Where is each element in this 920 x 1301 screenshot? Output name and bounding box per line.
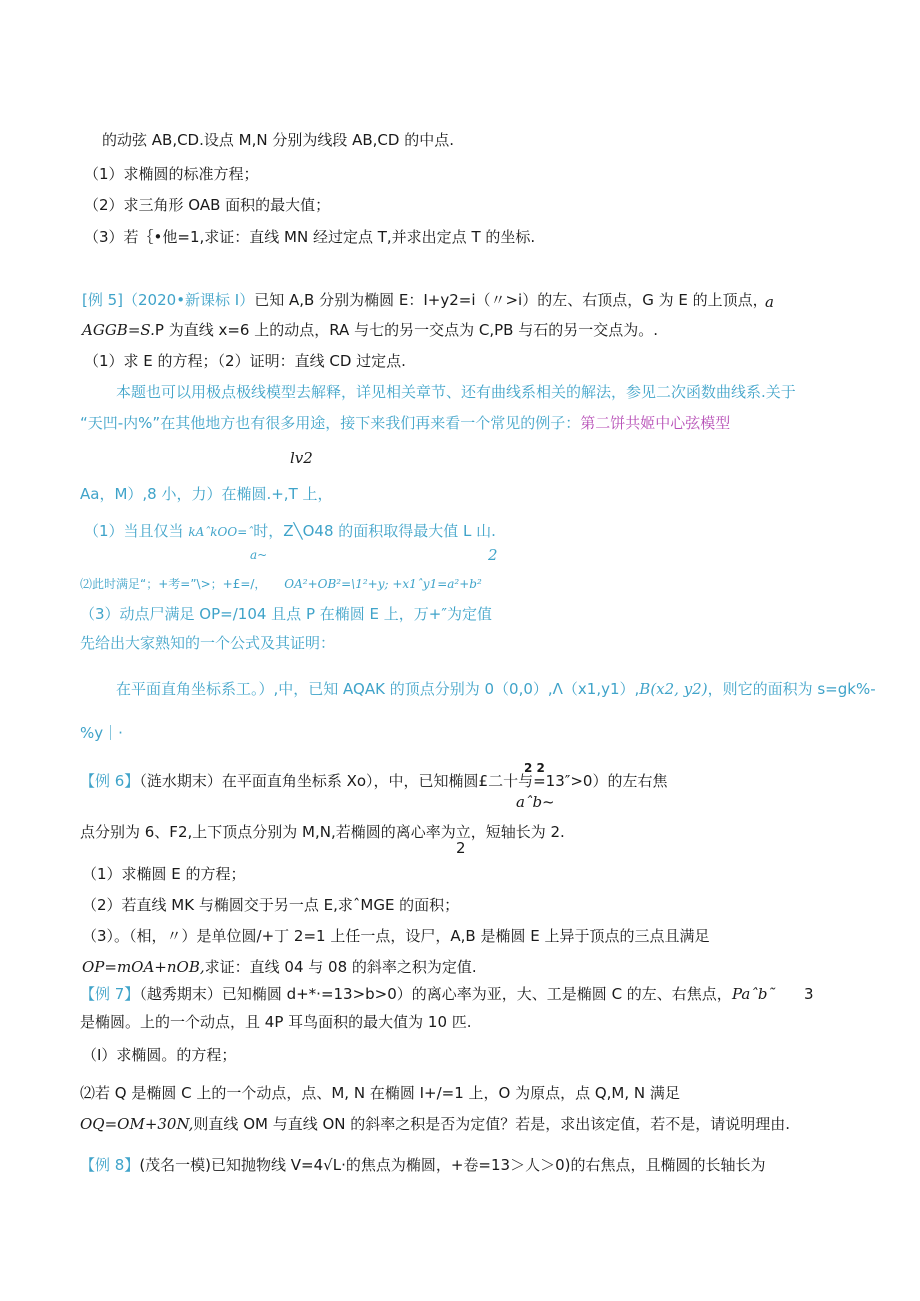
question-1: （1）求椭圆 E 的方程； (82, 865, 246, 883)
formula: OA²+OB²=\1²+y; +x1ˆy1=a²+b² (284, 577, 482, 591)
formula-fragment: lv2 (290, 449, 313, 467)
example-6-tag: 【例 6】 (80, 772, 140, 790)
example-6-line (80, 771, 667, 791)
formula: AGGB=S. (82, 321, 155, 339)
text-line: 的动弦 AB,CD.设点 M,N 分别为线段 AB,CD 的中点. (102, 131, 454, 149)
explanation-line: 本题也可以用极点极线模型去解释，详见相关章节、还有曲线系相关的解法，参见二次函数曲线系.关于 (116, 383, 796, 401)
formula-fragment: Paˆb˜ (732, 985, 775, 1003)
example-5-text: 已知 A,B 分别为椭圆 E：I+y2=i（〃>i）的左、右顶点，G 为 E 的上顶点， (254, 291, 768, 309)
formula: kAˆkOO=ˆ (188, 525, 254, 539)
text: (茂名一模)已知抛物线 V=4√L·的焦点为椭圆，+卷=13＞人＞0)的右焦点，且椭圆的长轴长为 (139, 1156, 766, 1174)
question-3: （3）。（相，〃）是单位圆/+丁 2=1 上任一点，设尸，A,B 是椭圆 E 上异于顶点的三点且满足 (82, 927, 710, 945)
question-2: （2）求三角形 OAB 面积的最大值； (84, 196, 331, 214)
formula: OQ=OM+30N, (80, 1115, 194, 1133)
formula-fragment: 2 (488, 546, 498, 564)
formula-fragment: 2 (456, 839, 466, 857)
text-line: 点分别为 6、F2,上下顶点分别为 M,N,若椭圆的离心率为立，短轴长为 2. (80, 823, 565, 841)
example-5-questions: （1）求 E 的方程；（2）证明：直线 CD 过定点. (84, 352, 406, 370)
explanation-line-2 (80, 413, 730, 433)
text-line (80, 574, 482, 594)
text: （越秀期末）已知椭圆 d+*·=13>b>0）的离心率为亚，大、工是椭圆 C 的左、右焦点， (139, 985, 732, 1003)
question-2: （2）若直线 MK 与椭圆交于另一点 E,求ˆMGE 的面积； (82, 896, 460, 914)
example-7-line (80, 984, 732, 1004)
formula-fragment: 3 (804, 985, 814, 1003)
text: 则直线 OM 与直线 ON 的斜率之积是否为定值？若是，求出该定值，若不是，请说明理由. (193, 1115, 791, 1133)
text-line (116, 679, 876, 699)
example-8-line (80, 1155, 765, 1175)
text: （1）当且仅当 (84, 522, 184, 540)
example-5-line (82, 290, 768, 310)
text: P 为直线 x=6 上的动点，RA 与七的另一交点为 C,PB 与石的另一交点为。. (154, 321, 658, 339)
text: 在平面直角坐标系工。）,中，已知 AQAK 的顶点分别为 0（0,0）,Λ（x1,y1）, (116, 680, 640, 698)
text-line (82, 957, 477, 977)
text: 求证：直线 04 与 08 的斜率之积为定值. (204, 958, 477, 976)
question-1: （I）求椭圆。的方程； (82, 1046, 237, 1064)
question-1: （1）求椭圆的标准方程； (84, 165, 259, 183)
text-line (84, 521, 496, 542)
example-5-line-2 (82, 320, 658, 340)
text: 时，Z╲O48 的面积取得最大值 L 山. (253, 522, 496, 540)
example-8-tag: 【例 8】 (80, 1156, 140, 1174)
formula-fragment: aˆb~ (516, 793, 555, 811)
text: “天凹-内%”在其他地方也有很多用途，接下来我们再来看一个常见的例子： (80, 414, 581, 432)
text-fragment: a (765, 293, 774, 311)
example-5-tag: [例 5]（2020•新课标 I） (82, 291, 255, 309)
text-line: Aa，M）,8 小，力）在椭圆.+,T 上， (80, 485, 333, 503)
formula: B(x2, y2) (639, 680, 708, 698)
example-7-tag: 【例 7】 (80, 985, 140, 1003)
question-3: （3）若｛•他=1,求证：直线 MN 经过定点 T,并求出定点 T 的坐标. (84, 228, 536, 246)
text-line: 是椭圆。上的一个动点，且 4P 耳鸟面积的最大值为 10 匹. (80, 1013, 472, 1031)
text-line: （3）动点尸满足 OP=/104 且点 P 在椭圆 E 上，万+″为定值 (80, 605, 492, 623)
formula-fragment: 2 2 (524, 761, 545, 775)
text-line (80, 1114, 790, 1134)
text-line: 先给出大家熟知的一个公式及其证明： (80, 634, 336, 652)
question-2: ⑵若 Q 是椭圆 C 上的一个动点，点、M, N 在椭圆 I+/=1 上，O 为原点，点 Q,M, N 满足 (80, 1084, 680, 1102)
formula-fragment: a~ (250, 548, 268, 562)
model-name: 第二饼共姬中心弦模型 (580, 414, 731, 432)
text-line: %y｜· (80, 724, 123, 742)
text: ⑵此时满足“；+考=”\>；+£=/， (80, 577, 267, 591)
text: ，则它的面积为 s=gk%- (707, 680, 876, 698)
text: （涟水期末）在平面直角坐标系 Xo），中，已知椭圆£二十与=13″>0）的左右焦 (139, 772, 668, 790)
formula: OP=mOA+nOB, (82, 958, 205, 976)
